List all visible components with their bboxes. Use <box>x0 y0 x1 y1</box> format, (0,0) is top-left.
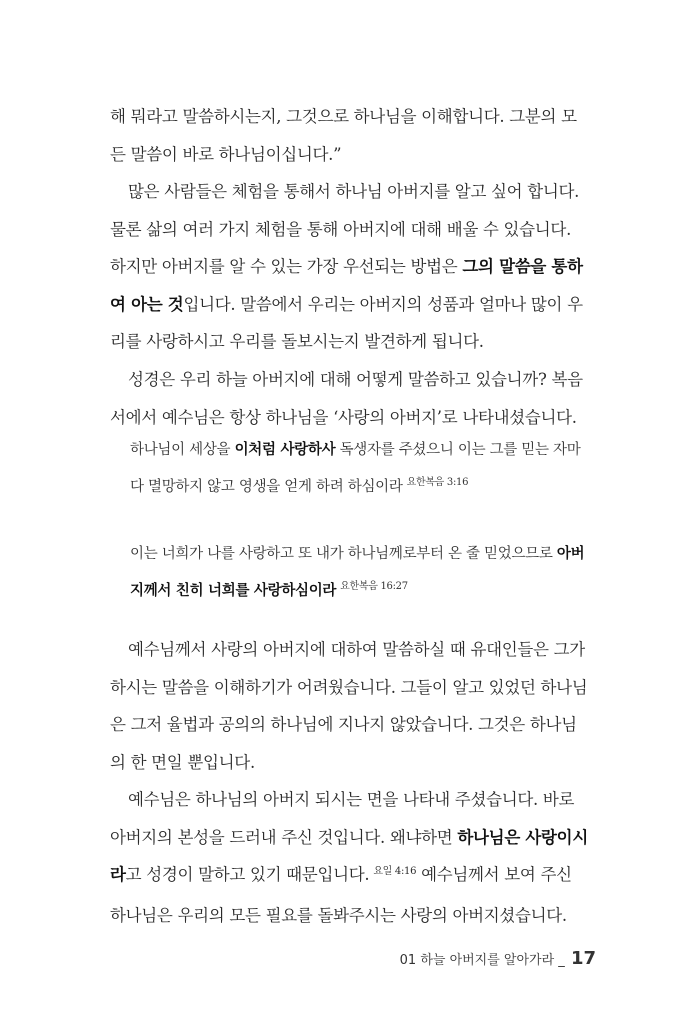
paragraph-2 <box>110 173 590 361</box>
paragraph-2-emphasis: 그의 말씀을 통하여 아는 것 <box>110 257 583 314</box>
page-number: 17 <box>570 948 596 969</box>
paragraph-4-text: 예수님께서 사랑의 아버지에 대하여 말씀하실 때 유대인들은 그가 하시는 말씀을 이해하기가 어려웠습니다. 그들이 알고 있었던 하나님은 그저 율법과 공의의 하나님에 지나지 않았습니다. 그것은 하나님의 한 면일 뿐입니다. <box>110 640 588 772</box>
paragraph-4 <box>110 631 590 781</box>
quote-1-text: 하나님이 세상을 <box>130 442 235 458</box>
quote-1-text-end: 독생자를 주셨으니 이는 그를 믿는 자마다 멸망하지 않고 영생을 얻게 하려 하심이라 <box>130 442 581 495</box>
paragraph-3-text: 성경은 우리 하늘 아버지에 대해 어떻게 말씀하고 있습니까? 복음서에서 예수님은 항상 하나님을 ‘사랑의 아버지’로 나타내셨습니다. <box>110 370 583 427</box>
quote-2-emphasis: 아버지께서 친히 너희를 사랑하심이라 <box>130 546 585 599</box>
paragraph-5-reference: 요일 4:16 <box>373 866 417 877</box>
paragraph-5-text: 예수님은 하나님의 아버지 되시는 면을 나타내 주셨습니다. 바로 아버지의 본성을 드러내 주신 것입니다. 왜냐하면 <box>110 790 575 847</box>
paragraph-5-text-end: 예수님께서 보여 주신 하나님은 우리의 모든 필요를 돌봐주시는 사랑의 아버지셨습니다. <box>110 865 572 925</box>
paragraph-3 <box>110 361 590 436</box>
paragraph-1 <box>110 98 590 173</box>
chapter-title: 01 하늘 아버지를 알아가라 _ <box>399 953 565 968</box>
paragraph-5-text-mid: 고 성경이 말하고 있기 때문입니다. <box>125 865 370 884</box>
quote-2-reference: 요한복음 16:27 <box>340 581 408 592</box>
quote-1-reference: 요한복음 3:16 <box>406 477 469 488</box>
scripture-quote-1 <box>130 432 592 507</box>
quote-1-emphasis: 이처럼 사랑하사 <box>234 442 336 458</box>
scripture-quote-2 <box>130 536 592 611</box>
paragraph-2-text: 많은 사람들은 체험을 통해서 하나님 아버지를 알고 싶어 합니다. 물론 삶의 여러 가지 체험을 통해 아버지에 대해 배울 수 있습니다. 하지만 아버지를 알 수 있는 가장 우선되는 방법은 <box>110 182 580 276</box>
page-footer <box>400 948 596 969</box>
paragraph-2-text-end: 입니다. 말씀에서 우리는 아버지의 성품과 얼마나 많이 우리를 사랑하시고 우리를 돌보시는지 발견하게 됩니다. <box>110 294 583 351</box>
quote-2-text: 이는 너희가 나를 사랑하고 또 내가 하나님께로부터 온 줄 믿었으므로 <box>130 546 557 562</box>
paragraph-5 <box>110 781 590 934</box>
paragraph-5-emphasis: 하나님은 사랑이시라 <box>110 827 588 884</box>
paragraph-1-text: 해 뭐라고 말씀하시는지, 그것으로 하나님을 이해합니다. 그분의 모든 말씀이 바로 하나님이십니다.” <box>110 107 577 164</box>
